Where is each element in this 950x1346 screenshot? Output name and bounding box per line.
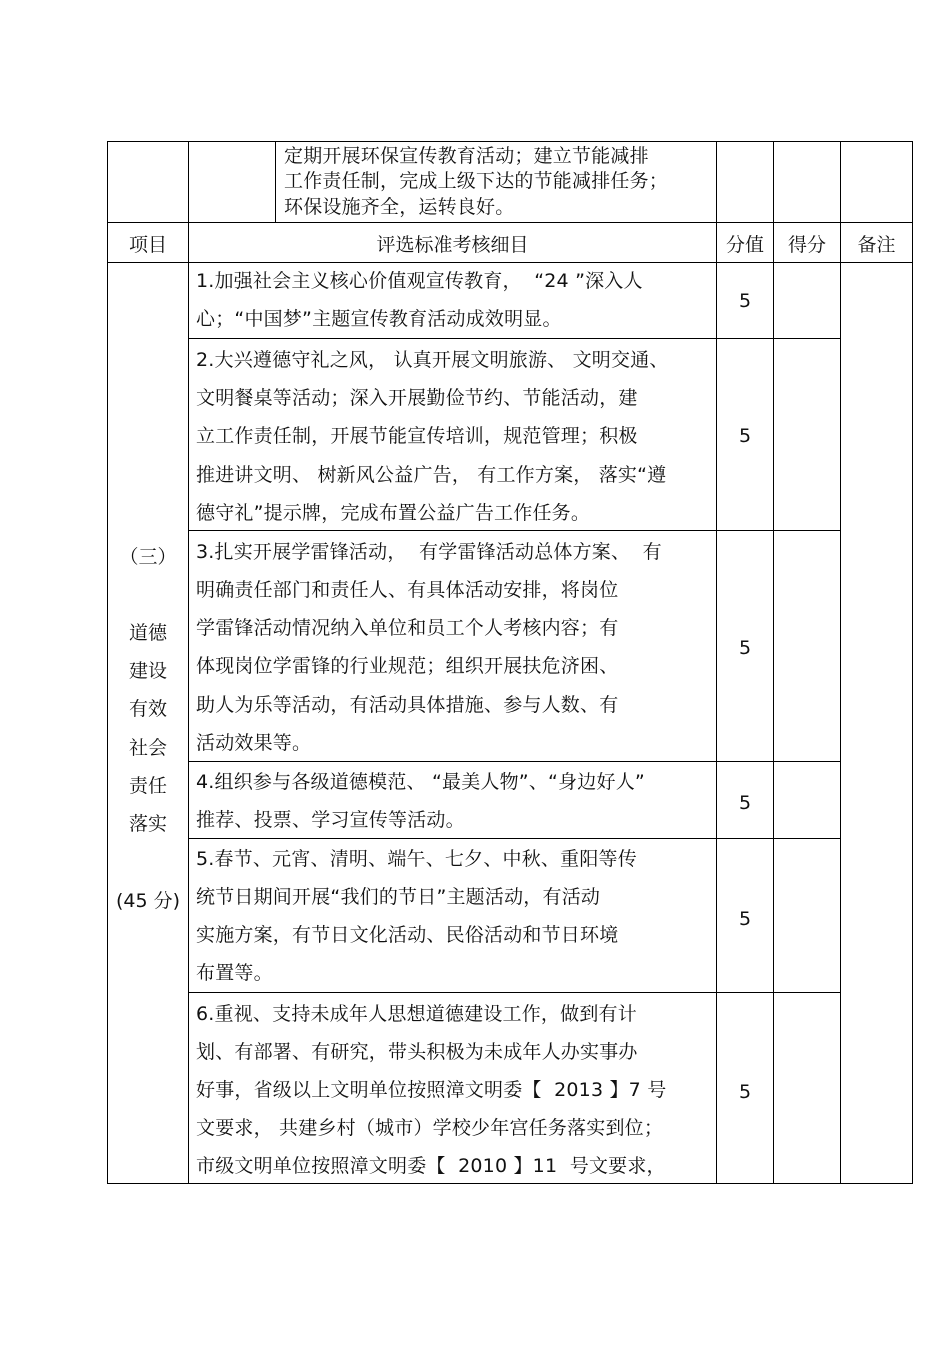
criteria-text-line: 体现岗位学雷锋的行业规范；组织开展扶危济困、 bbox=[196, 655, 619, 677]
points-value: 5 bbox=[738, 425, 752, 447]
criteria-text-line: 立工作责任制，开展节能宣传培训，规范管理；积极 bbox=[196, 425, 638, 447]
criteria-text-line: 好事，省级以上文明单位按照漳文明委【 2013 】7 号 bbox=[196, 1079, 667, 1101]
criteria-text-line: 推进讲文明、 树新风公益广告， 有工作方案， 落实“遵 bbox=[196, 464, 667, 486]
category-name-line: 道德 bbox=[128, 622, 167, 644]
criteria-text-line: 划、有部署、有研究，带头积极为未成年人办实事办 bbox=[196, 1041, 638, 1063]
header-item: 项目 bbox=[128, 234, 167, 256]
points-value: 5 bbox=[738, 637, 752, 659]
points-value: 5 bbox=[738, 1081, 752, 1103]
table-right-border bbox=[912, 141, 913, 1184]
header-criteria: 评选标准考核细目 bbox=[376, 234, 529, 256]
row-divider bbox=[107, 222, 913, 223]
points-value: 5 bbox=[738, 290, 752, 312]
criteria-text-line: 推荐、投票、学习宣传等活动。 bbox=[196, 809, 465, 831]
criteria-text-line: 明确责任部门和责任人、有具体活动安排，将岗位 bbox=[196, 579, 619, 601]
criteria-text-line: 定期开展环保宣传教育活动；建立节能减排 bbox=[284, 145, 649, 167]
category-number: （三） bbox=[119, 546, 177, 568]
criteria-text-line: 学雷锋活动情况纳入单位和员工个人考核内容；有 bbox=[196, 617, 619, 639]
header-remark: 备注 bbox=[857, 234, 896, 256]
column-divider bbox=[188, 141, 189, 1184]
criteria-text-line: 助人为乐等活动，有活动具体措施、参与人数、有 bbox=[196, 694, 619, 716]
category-name-line: 有效 bbox=[128, 698, 167, 720]
criteria-text-line: 实施方案，有节日文化活动、民俗活动和节日环境 bbox=[196, 924, 619, 946]
criteria-text-line: 文明餐桌等活动；深入开展勤俭节约、节能活动，建 bbox=[196, 387, 638, 409]
criteria-text-line: 工作责任制，完成上级下达的节能减排任务； bbox=[284, 170, 669, 192]
criteria-text-line: 3.扎实开展学雷锋活动， 有学雷锋活动总体方案、 有 bbox=[196, 541, 662, 563]
header-score: 得分 bbox=[787, 234, 826, 256]
criteria-text-line: 布置等。 bbox=[196, 962, 273, 984]
column-divider bbox=[773, 141, 774, 1184]
header-points: 分值 bbox=[725, 234, 764, 256]
column-divider bbox=[840, 141, 841, 1184]
points-value: 5 bbox=[738, 908, 752, 930]
criteria-text-line: 5.春节、元宵、清明、端午、七夕、中秋、重阳等传 bbox=[196, 848, 637, 870]
criteria-text-line: 德守礼”提示牌，完成布置公益广告工作任务。 bbox=[196, 502, 591, 524]
category-total-points: (45 分) bbox=[115, 890, 181, 912]
criteria-text-line: 环保设施齐全，运转良好。 bbox=[284, 196, 515, 218]
criteria-text-line: 2.大兴遵德守礼之风， 认真开展文明旅游、 文明交通、 bbox=[196, 349, 669, 371]
criteria-text-line: 统节日期间开展“我们的节日”主题活动，有活动 bbox=[196, 886, 601, 908]
category-name-line: 建设 bbox=[128, 660, 167, 682]
column-divider bbox=[275, 141, 276, 223]
criteria-text-line: 市级文明单位按照漳文明委【 2010 】11 号文要求， bbox=[196, 1155, 666, 1177]
criteria-text-line: 活动效果等。 bbox=[196, 732, 312, 754]
criteria-text-line: 心；“中国梦”主题宣传教育活动成效明显。 bbox=[196, 308, 562, 330]
category-name-line: 责任 bbox=[128, 775, 167, 797]
row-divider bbox=[188, 992, 840, 993]
category-name-line: 社会 bbox=[128, 737, 167, 759]
criteria-text-line: 文要求， 共建乡村（城市）学校少年宫任务落实到位； bbox=[196, 1117, 664, 1139]
criteria-text-line: 1.加强社会主义核心价值观宣传教育， “24 ”深入人 bbox=[196, 270, 643, 292]
criteria-text-line: 4.组织参与各级道德模范、 “最美人物”、“身边好人” bbox=[196, 771, 645, 793]
category-name-line: 落实 bbox=[128, 813, 167, 835]
points-value: 5 bbox=[738, 792, 752, 814]
criteria-text-line: 6.重视、支持未成年人思想道德建设工作，做到有计 bbox=[196, 1003, 637, 1025]
